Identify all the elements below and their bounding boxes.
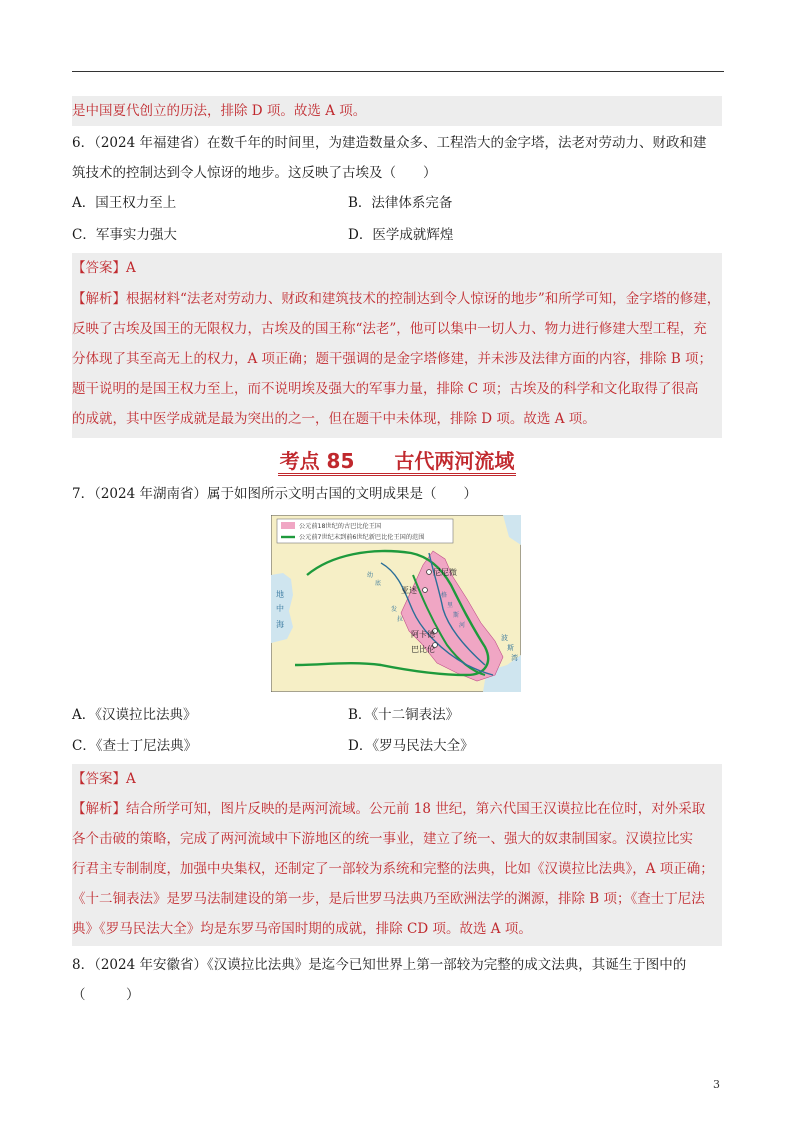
q6-analysis-line-3: 分体现了其至高无上的权力，A 项正确；题干强调的是金字塔修建，并未涉及法律方面的内容，排除 B 项；: [72, 351, 713, 367]
label-si: 斯: [507, 644, 514, 652]
label-wan: 湾: [511, 654, 518, 662]
q6-option-a: A．国王权力至上: [72, 195, 177, 211]
label-he: 河: [459, 622, 466, 629]
q6-answer-block: [72, 253, 722, 438]
label-si2: 斯: [453, 612, 460, 619]
q7-option-c: C．《查士丁尼法典》: [72, 738, 198, 754]
city-akkad: 阿卡德: [411, 630, 435, 639]
city-nineveh: 尼尼微: [433, 568, 457, 577]
q7-analysis-line-2: 各个击破的策略，完成了两河流域中下游地区的统一事业，建立了统一、强大的奴隶制国家。汉谟拉比实: [72, 831, 693, 847]
section-heading-text: 考点 85 古代两河流域: [278, 449, 517, 476]
question-7: [72, 479, 722, 509]
q6-line-2: 筑技术的控制达到令人惊讶的地步。这反映了古埃及（ ）: [72, 165, 437, 181]
label-li: 里: [447, 602, 454, 609]
q6-analysis-line-2: 反映了古埃及国王的无限权力，古埃及的国王称“法老”，他可以集中一切人力、物力进行修建大型工程，充: [72, 321, 707, 337]
q6-analysis-line-4: 题干说明的是国王权力至上，而不说明埃及强大的军事力量，排除 C 项；古埃及的科学和文化取得了很高: [72, 381, 699, 397]
city-assur-dot: [423, 588, 428, 593]
q7-option-b: B．《十二铜表法》: [348, 707, 460, 723]
label-bo: 波: [501, 634, 508, 642]
q7-option-d: D．《罗马民法大全》: [348, 738, 474, 754]
question-6: [72, 128, 722, 188]
q8-line-2: （ ）: [72, 987, 140, 1003]
q7-analysis-line-5: 典》《罗马民法大全》均是东罗马帝国时期的成就，排除 CD 项。故选 A 项。: [72, 921, 532, 937]
q6-analysis-line-5: 的成就，其中医学成就是最为突出的之一，但在题干中未体现，排除 D 项。故选 A 项。: [72, 411, 596, 427]
label-di: 地: [276, 590, 284, 599]
q6-option-c: C．军事实力强大: [72, 227, 177, 243]
city-babylon: 巴比伦: [411, 645, 435, 654]
q6-line-1: 6．（2024 年福建省）在数千年的时间里，为建造数量众多、工程浩大的金字塔，法老对劳动力、财政和建: [72, 135, 707, 151]
q7-answer: 【答案】A: [72, 771, 136, 787]
q6-option-d: D．医学成就辉煌: [348, 227, 454, 243]
page-number: 3: [713, 1078, 720, 1091]
label-you: 幼: [367, 572, 374, 579]
q7-option-a: A．《汉谟拉比法典》: [72, 707, 197, 723]
mesopotamia-map: [271, 515, 521, 692]
q6-answer: 【答案】A: [72, 260, 136, 276]
legend-label-2: 公元前7世纪末到前6世纪新巴比伦王国的范围: [299, 534, 425, 541]
q7-line-1: 7．（2024 年湖南省）属于如图所示文明古国的文明成果是（ ）: [72, 486, 477, 502]
city-assur: 亚述: [401, 586, 417, 595]
section-heading: [0, 446, 794, 476]
label-di2: 底: [375, 580, 382, 587]
label-hai: 海: [276, 620, 284, 629]
q6-analysis-line-1: 【解析】根据材料“法老对劳动力、财政和建筑技术的控制达到令人惊讶的地步”和所学可知，金字塔的修建，: [72, 291, 721, 307]
city-nineveh-dot: [427, 570, 432, 575]
q7-answer-block: [72, 764, 722, 946]
label-zhong: 中: [276, 604, 284, 613]
q7-analysis-line-4: 《十二铜表法》是罗马法制建设的第一步，是后世罗马法典乃至欧洲法学的渊源，排除 B 项；《查士丁尼法: [72, 891, 705, 907]
q7-analysis-line-3: 行君主专制制度，加强中央集权，还制定了一部较为系统和完整的法典，比如《汉谟拉比法典》，A 项正确；: [72, 861, 714, 877]
q7-analysis-line-1: 【解析】结合所学可知，图片反映的是两河流域。公元前 18 世纪，第六代国王汉谟拉比在位时，对外采取: [72, 801, 706, 817]
prev-explanation-text: 是中国夏代创立的历法，排除 D 项。故选 A 项。: [72, 103, 367, 119]
header-rule: [72, 71, 724, 72]
label-fa: 发: [391, 606, 398, 613]
question-8: [72, 950, 722, 1010]
legend-label-1: 公元前18世纪的古巴比伦王国: [299, 523, 382, 530]
q6-option-b: B．法律体系完备: [348, 195, 453, 211]
legend-swatch-pink: [281, 522, 295, 529]
label-la: 拉: [397, 616, 404, 623]
prev-explanation-block: [72, 96, 722, 126]
label-ge: 格: [441, 592, 448, 599]
q8-line-1: 8．（2024 年安徽省）《汉谟拉比法典》是迄今已知世界上第一部较为完整的成文法典，其诞生于图中的: [72, 957, 687, 973]
